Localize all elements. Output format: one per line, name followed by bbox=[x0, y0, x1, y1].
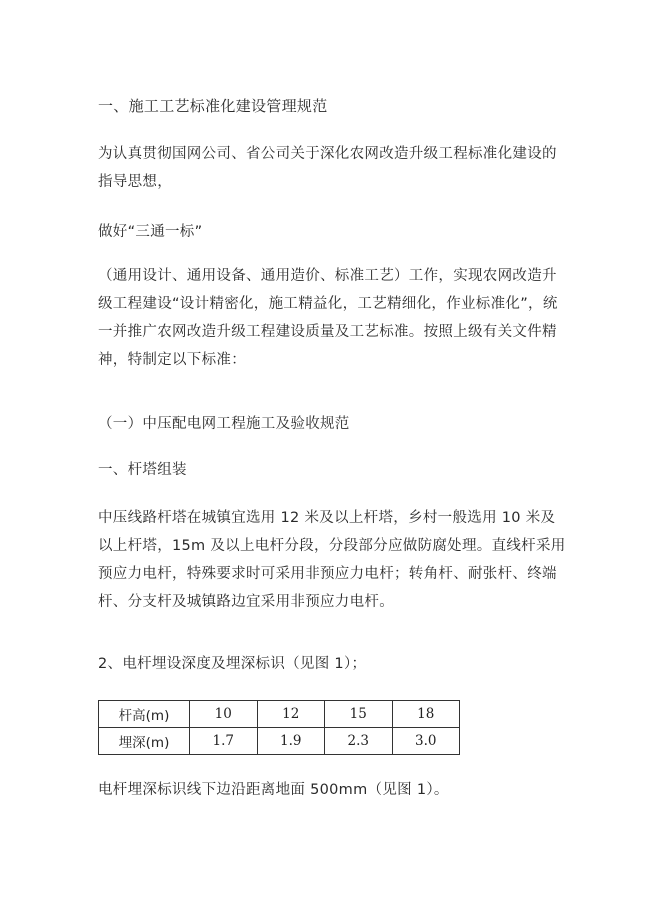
height-cell: 10 bbox=[190, 701, 258, 728]
depth-cell: 1.9 bbox=[257, 728, 325, 755]
depth-cell: 1.7 bbox=[190, 728, 258, 755]
table-row-depth bbox=[99, 728, 460, 755]
item1-title bbox=[98, 456, 563, 484]
row-head-height: 杆高(m) bbox=[99, 701, 190, 728]
row-head-depth: 埋深(m) bbox=[99, 728, 190, 755]
item2-title-text: 2、电杆埋设深度及埋深标识（见图 1）； bbox=[98, 656, 367, 672]
three-standard-line bbox=[98, 218, 563, 246]
intro-line-2: 指导思想， bbox=[98, 174, 172, 190]
item1-line-1: 中压线路杆塔在城镇宜选用 12 米及以上杆塔，乡村一般选用 10 米及 bbox=[98, 510, 556, 526]
height-cell: 12 bbox=[257, 701, 325, 728]
body-line-3: 一并推广农网改造升级工程建设质量及工艺标准。按照上级有关文件精 bbox=[98, 324, 557, 340]
body-line-1: （通用设计、通用设备、通用造价、标准工艺）工作，实现农网改造升 bbox=[98, 268, 557, 284]
depth-cell: 3.0 bbox=[392, 728, 460, 755]
subsection-title-text: （一）中压配电网工程施工及验收规范 bbox=[98, 416, 350, 432]
item1-line-3: 预应力电杆，特殊要求时可采用非预应力电杆；转角杆、耐张杆、终端 bbox=[98, 566, 557, 582]
item1-paragraph bbox=[98, 504, 566, 616]
item1-line-4: 杆、分支杆及城镇路边宜采用非预应力电杆。 bbox=[98, 594, 394, 610]
depth-cell: 2.3 bbox=[325, 728, 393, 755]
footer-note bbox=[98, 776, 563, 804]
height-cell: 18 bbox=[392, 701, 460, 728]
subsection-title bbox=[98, 410, 563, 438]
item2-title bbox=[98, 650, 563, 678]
height-cell: 15 bbox=[325, 701, 393, 728]
section-title-text: 一、施工工艺标准化建设管理规范 bbox=[98, 97, 328, 115]
item1-line-2: 以上杆塔，15m 及以上电杆分段，分段部分应做防腐处理。直线杆采用 bbox=[98, 538, 566, 554]
body-paragraph bbox=[98, 262, 563, 374]
three-standard-text: 做好“三通一标” bbox=[98, 224, 203, 240]
footer-note-text: 电杆埋深标识线下边沿距离地面 500mm（见图 1）。 bbox=[98, 782, 449, 798]
burial-depth-table bbox=[98, 700, 460, 755]
section-title bbox=[98, 92, 563, 120]
item1-title-text: 一、杆塔组装 bbox=[98, 462, 187, 478]
body-line-4: 神，特制定以下标准： bbox=[98, 352, 246, 368]
intro-line-1: 为认真贯彻国网公司、省公司关于深化农网改造升级工程标准化建设的 bbox=[98, 146, 557, 162]
table-row-height bbox=[99, 701, 460, 728]
intro-paragraph bbox=[98, 140, 563, 196]
body-line-2: 级工程建设“设计精密化，施工精益化，工艺精细化，作业标准化”，统 bbox=[98, 296, 558, 312]
